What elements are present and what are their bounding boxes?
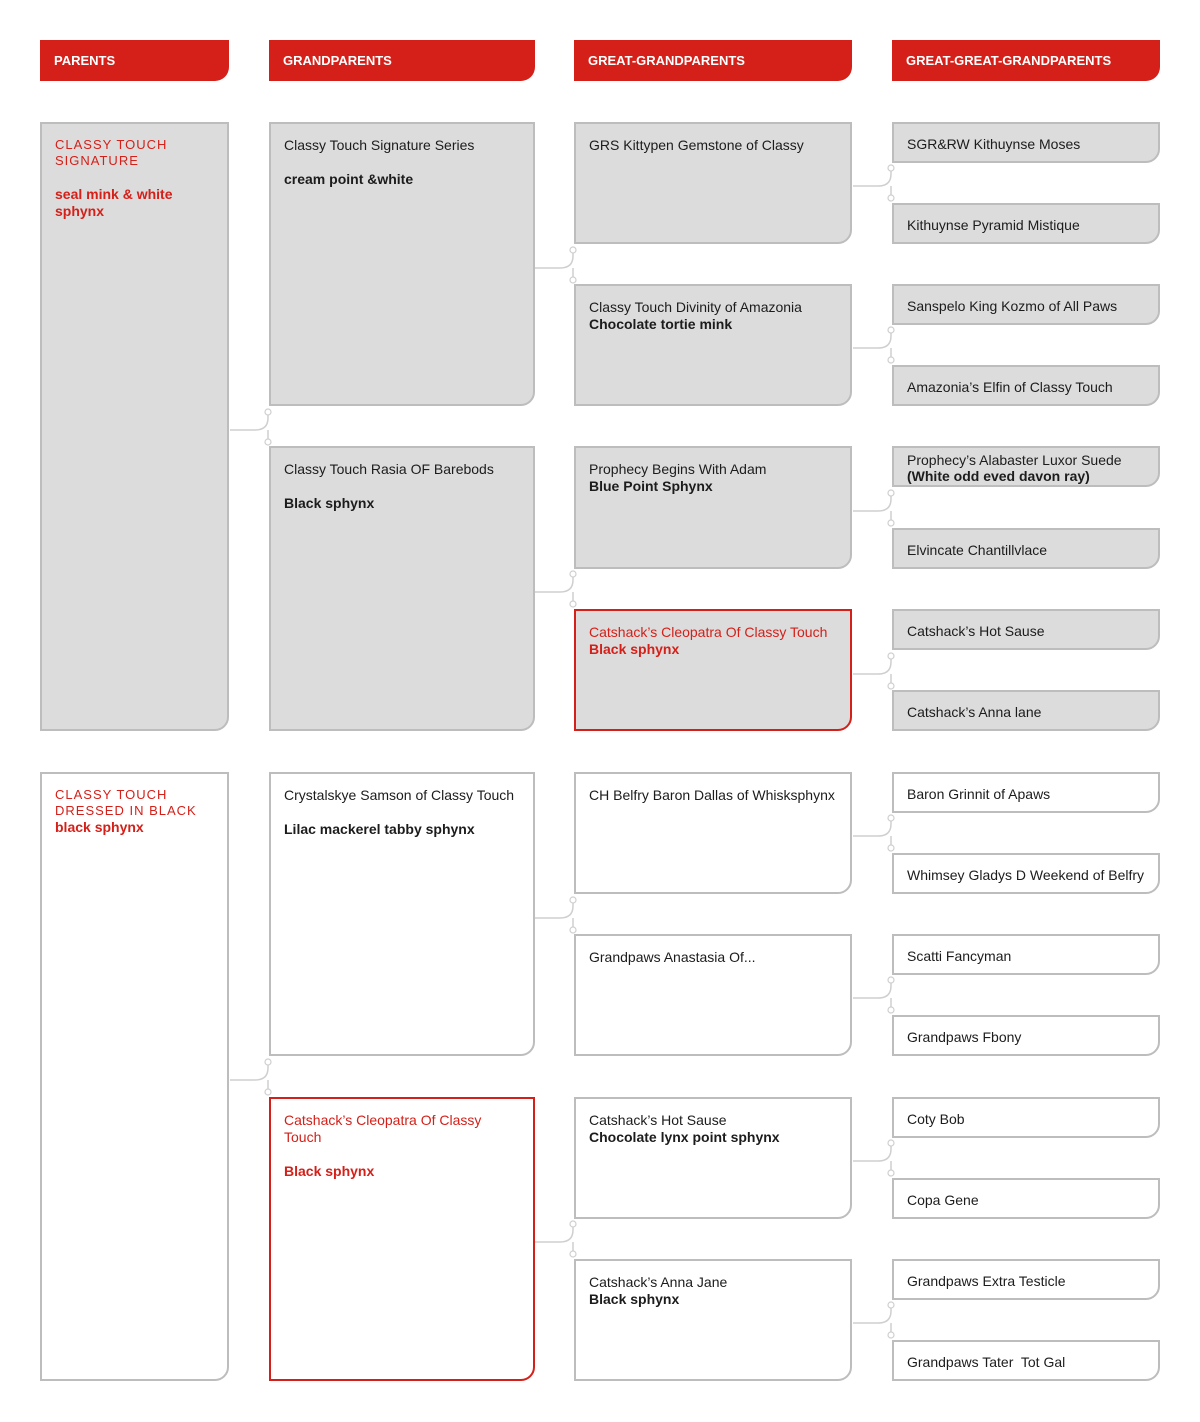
gg-grandparent-box-8[interactable]	[892, 690, 1160, 731]
great-grandparent-name: Classy Touch Divinity of Amazonia	[589, 299, 802, 315]
gg-grandparent-box-11[interactable]	[892, 934, 1160, 975]
gg-grandparent-name: Sanspelo King Kozmo of All Paws	[907, 298, 1118, 314]
great-grandparent-name: Grandpaws Anastasia Of...	[589, 949, 756, 965]
great-grandparent-box-2[interactable]	[574, 284, 852, 406]
great-grandparent-box-3[interactable]	[574, 446, 852, 569]
header-great-grandparents: GREAT-GRANDPARENTS	[574, 40, 852, 81]
grandparent-box-2[interactable]	[269, 446, 535, 731]
gg-grandparent-box-3[interactable]	[892, 284, 1160, 325]
parent-box-1[interactable]	[40, 122, 229, 731]
gg-grandparent-name: Copa Gene	[907, 1192, 979, 1208]
great-grandparent-breed: Black sphynx	[589, 641, 680, 657]
grandparent-breed: Black sphynx	[284, 1163, 375, 1179]
parent-breed: black sphynx	[55, 819, 144, 835]
grandparent-box-4[interactable]	[269, 1097, 535, 1381]
gg-grandparent-box-10[interactable]	[892, 853, 1160, 894]
great-grandparent-breed: Chocolate tortie mink	[589, 316, 733, 332]
great-grandparent-box-7[interactable]	[574, 1097, 852, 1219]
grandparent-name: Classy Touch Rasia OF Barebods	[284, 461, 494, 477]
parent-breed: seal mink & white sphynx	[55, 186, 173, 219]
gg-grandparent-name: Grandpaws Tater Tot Gal	[907, 1354, 1066, 1370]
great-grandparent-name: Catshack’s Hot Sause	[589, 1112, 727, 1128]
great-grandparent-box-5[interactable]	[574, 772, 852, 894]
gg-grandparent-box-7[interactable]	[892, 609, 1160, 650]
gg-grandparent-name: Elvincate Chantillvlace	[907, 542, 1048, 558]
gg-grandparent-name: Whimsey Gladys D Weekend of Belfry	[907, 867, 1145, 883]
gg-grandparent-name: Grandpaws Fbony	[907, 1029, 1022, 1045]
great-grandparent-name: Prophecy Begins With Adam	[589, 461, 767, 477]
gg-grandparent-breed: (White odd eved davon ray)	[907, 468, 1090, 484]
great-grandparent-breed: Chocolate lynx point sphynx	[589, 1129, 780, 1145]
great-grandparent-box-1[interactable]	[574, 122, 852, 244]
gg-grandparent-name: Catshack’s Hot Sause	[907, 623, 1045, 639]
gg-grandparent-box-13[interactable]	[892, 1097, 1160, 1138]
gg-grandparent-name: Grandpaws Extra Testicle	[907, 1273, 1066, 1289]
great-grandparent-breed: Blue Point Sphynx	[589, 478, 713, 494]
gg-grandparent-name: Kithuynse Pyramid Mistique	[907, 217, 1080, 233]
grandparent-name: Crystalskye Samson of Classy Touch	[284, 787, 515, 803]
grandparent-name: Catshack’s Cleopatra Of Classy Touch	[284, 1112, 482, 1145]
gg-grandparent-box-15[interactable]	[892, 1259, 1160, 1300]
great-grandparent-name: CH Belfry Baron Dallas of Whisksphynx	[589, 787, 835, 803]
grandparent-box-3[interactable]	[269, 772, 535, 1056]
great-grandparent-name: Catshack’s Anna Jane	[589, 1274, 728, 1290]
grandparent-breed: Black sphynx	[284, 495, 375, 511]
gg-grandparent-box-14[interactable]	[892, 1178, 1160, 1219]
great-grandparent-name: Catshack’s Cleopatra Of Classy Touch	[589, 624, 828, 640]
gg-grandparent-box-5[interactable]	[892, 446, 1160, 487]
gg-grandparent-box-12[interactable]	[892, 1015, 1160, 1056]
gg-grandparent-name: SGR&RW Kithuynse Moses	[907, 136, 1081, 152]
great-grandparent-breed: Black sphynx	[589, 1291, 680, 1307]
grandparent-box-1[interactable]	[269, 122, 535, 406]
grandparent-name: Classy Touch Signature Series	[284, 137, 475, 153]
gg-grandparent-name: Scatti Fancyman	[907, 948, 1012, 964]
gg-grandparent-box-2[interactable]	[892, 203, 1160, 244]
gg-grandparent-name: Prophecy’s Alabaster Luxor Suede	[907, 452, 1122, 468]
gg-grandparent-name: Coty Bob	[907, 1111, 965, 1127]
great-grandparent-box-8[interactable]	[574, 1259, 852, 1381]
great-grandparent-box-4[interactable]	[574, 609, 852, 731]
parent-name: CLASSY TOUCH DRESSED IN BLACK	[55, 787, 197, 818]
gg-grandparent-name: Baron Grinnit of Apaws	[907, 786, 1051, 802]
gg-grandparent-box-6[interactable]	[892, 528, 1160, 569]
great-grandparent-name: GRS Kittypen Gemstone of Classy	[589, 137, 804, 153]
header-parents: PARENTS	[40, 40, 229, 81]
header-grandparents: GRANDPARENTS	[269, 40, 535, 81]
gg-grandparent-name: Catshack’s Anna lane	[907, 704, 1042, 720]
grandparent-breed: Lilac mackerel tabby sphynx	[284, 821, 475, 837]
parent-box-2[interactable]	[40, 772, 229, 1381]
gg-grandparent-box-1[interactable]	[892, 122, 1160, 163]
header-great-great-grandparents: GREAT-GREAT-GRANDPARENTS	[892, 40, 1160, 81]
gg-grandparent-box-4[interactable]	[892, 365, 1160, 406]
great-grandparent-box-6[interactable]	[574, 934, 852, 1056]
gg-grandparent-box-9[interactable]	[892, 772, 1160, 813]
parent-name: CLASSY TOUCH SIGNATURE	[55, 137, 168, 168]
grandparent-breed: cream point &white	[284, 171, 414, 187]
gg-grandparent-name: Amazonia’s Elfin of Classy Touch	[907, 379, 1113, 395]
gg-grandparent-box-16[interactable]	[892, 1340, 1160, 1381]
